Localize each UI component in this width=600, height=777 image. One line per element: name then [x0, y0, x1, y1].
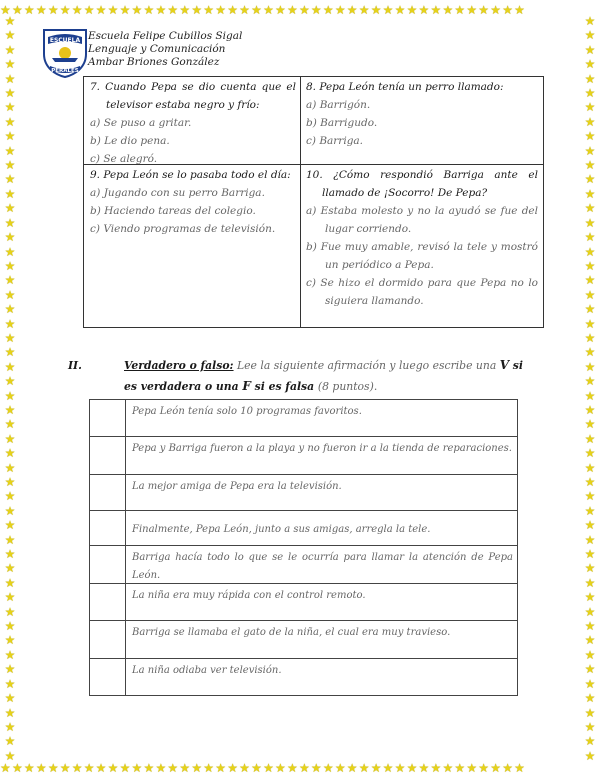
option-b[interactable]: b) Le dio pena.: [90, 135, 170, 147]
logo-bottom-word: PERALES: [51, 68, 79, 74]
option-a[interactable]: a) Estaba molesto y no la ayudó se fue del lugar corriendo.: [306, 205, 538, 235]
statement-text: La niña odiaba ver televisión.: [132, 665, 282, 676]
question-9: [90, 166, 296, 238]
school-name: Escuela Felipe Cubillos Sigal: [88, 30, 243, 42]
option-b[interactable]: b) Fue muy amable, revisó la tele y mostró un periódico a Pepa.: [306, 241, 538, 271]
instruction-text-1: Lee la siguiente afirmación y luego escribe una: [233, 359, 500, 372]
star-border-left: ★ ★ ★ ★ ★ ★ ★ ★ ★ ★ ★ ★ ★ ★ ★ ★ ★ ★ ★ ★ ★ ★ ★ ★ ★ ★ ★ ★ ★ ★ ★ ★ ★ ★ ★ ★ ★ ★ ★ ★ ★ ★ ★ ★ ★ ★ ★ ★ ★ ★ ★ ★: [4, 14, 16, 762]
points-label: (8 puntos).: [317, 380, 378, 393]
option-a[interactable]: a) Barrigón.: [306, 99, 371, 111]
statement-text: Pepa y Barriga fueron a la playa y no fueron ir a la tienda de reparaciones.: [132, 443, 512, 454]
statement-row-5: [90, 545, 517, 584]
logo-top-word: ESCUELA: [49, 37, 81, 44]
question-text: 7. Cuando Pepa se dio cuenta que el televisor estaba negro y frío:: [90, 81, 296, 111]
false-letter: F: [242, 379, 251, 393]
statement-text: La mejor amiga de Pepa era la televisión.: [132, 481, 342, 492]
star-border-right: ★ ★ ★ ★ ★ ★ ★ ★ ★ ★ ★ ★ ★ ★ ★ ★ ★ ★ ★ ★ ★ ★ ★ ★ ★ ★ ★ ★ ★ ★ ★ ★ ★ ★ ★ ★ ★ ★ ★ ★ ★ ★ ★ ★ ★ ★ ★ ★ ★ ★ ★ ★: [584, 14, 596, 762]
statement-row-8: [90, 658, 517, 696]
star-border-bottom: ★★★★★★★★★★★★★★★★★★★★★★★★★★★★★★★★★★★★★★★★★★★★: [0, 761, 527, 775]
school-header: [88, 30, 242, 69]
question-10: [306, 166, 538, 310]
statement-text: Finalmente, Pepa León, junto a sus amigas, arregla la tele.: [132, 524, 431, 535]
section-title: Verdadero o falso:: [124, 359, 234, 372]
question-text: 10. ¿Cómo respondió Barriga ante el llamado de ¡Socorro! De Pepa?: [306, 169, 538, 199]
option-c[interactable]: c) Se hizo el dormido para que Pepa no lo siguiera llamando.: [306, 277, 538, 307]
statement-row-1: [90, 400, 517, 436]
true-letter: V: [499, 358, 510, 372]
instruction-text-3: si es falsa: [250, 380, 318, 393]
true-false-table: [89, 399, 518, 696]
teacher-name: Ambar Briones González: [88, 56, 220, 68]
statement-row-2: [90, 436, 517, 475]
option-c[interactable]: c) Barriga.: [306, 135, 364, 147]
statement-row-7: [90, 620, 517, 659]
option-a[interactable]: a) Se puso a gritar.: [90, 117, 192, 129]
school-logo: [42, 28, 88, 78]
statement-text: Barriga hacía todo lo que se le ocurría para llamar la atención de Pepa León.: [132, 552, 513, 581]
section-number: II.: [68, 359, 82, 372]
statement-row-6: [90, 583, 517, 621]
statement-row-3: [90, 474, 517, 511]
statement-text: Barriga se llamaba el gato de la niña, el cual era muy travieso.: [132, 627, 451, 638]
question-text: 8. Pepa León tenía un perro llamado:: [306, 81, 504, 93]
statement-row-4: [90, 510, 517, 546]
question-7: [90, 78, 296, 168]
option-a[interactable]: a) Jugando con su perro Barriga.: [90, 187, 265, 199]
question-8: [306, 78, 538, 150]
option-b[interactable]: b) Haciendo tareas del colegio.: [90, 205, 256, 217]
subject-name: Lenguaje y Comunicación: [88, 43, 226, 55]
instruction-text-2: si es verdadera o una: [124, 359, 523, 393]
statement-text: Pepa León tenía solo 10 programas favoritos.: [132, 406, 362, 417]
option-c[interactable]: c) Viendo programas de televisión.: [90, 223, 276, 235]
questions-table: [83, 76, 544, 328]
question-text: 9. Pepa León se lo pasaba todo el día:: [90, 169, 291, 181]
statement-text: La niña era muy rápida con el control remoto.: [132, 590, 366, 601]
star-border-top: ★★★★★★★★★★★★★★★★★★★★★★★★★★★★★★★★★★★★★★★★★★★★: [0, 3, 527, 17]
option-b[interactable]: b) Barrigudo.: [306, 117, 378, 129]
option-c[interactable]: c) Se alegró.: [90, 153, 158, 165]
section-2-instructions: [68, 355, 523, 397]
table-divider-vertical: [300, 77, 301, 327]
